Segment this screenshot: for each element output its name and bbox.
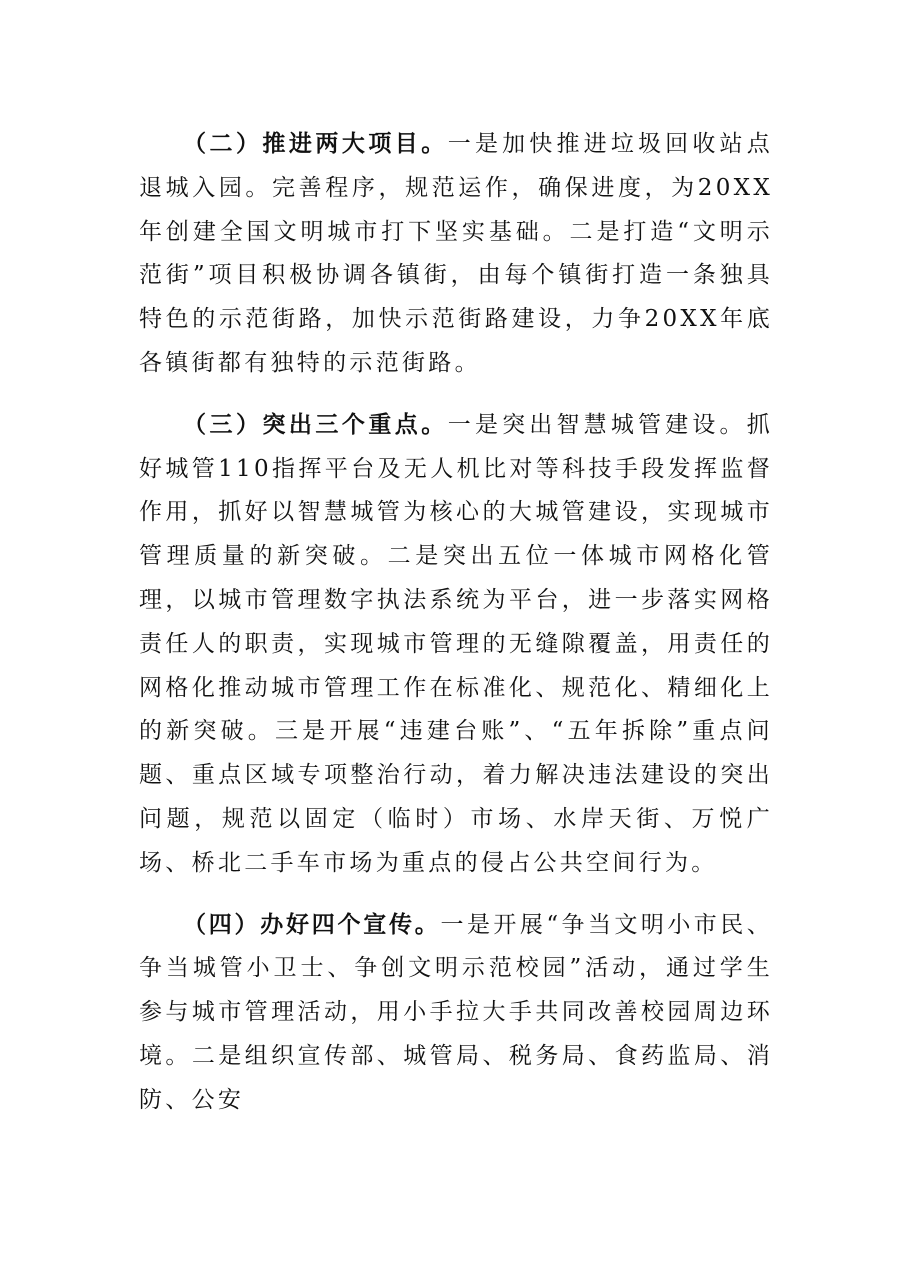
paragraph-text: 一是开展“争当文明小市民、争当城管小卫士、争创文明示范校园”活动，通过学生参与城市管理活动，用小手拉大手共同改善校园周边环境。二是组织宣传部、城管局、税务局、食药监局、消防、公安 — [139, 911, 773, 1113]
paragraph-heading: （四）办好四个宣传。 — [183, 911, 441, 938]
paragraph-heading: （二）推进两大项目。 — [183, 131, 448, 157]
paragraph-text: 一是加快推进垃圾回收站点退城入园。完善程序，规范运作，确保进度，为20XX年创建全国文明城市打下坚实基础。二是打造“文明示范街”项目积极协调各镇街，由每个镇街打造一条独具特色的示范街路，加快示范街路建设，力争20XX年底各镇街都有独特的示范街路。 — [139, 131, 773, 376]
paragraph-projects — [139, 123, 773, 386]
paragraph-heading: （三）突出三个重点。 — [183, 411, 448, 438]
paragraph-key-points — [139, 404, 773, 886]
paragraph-publicity — [139, 904, 773, 1123]
paragraph-text: 一是突出智慧城管建设。抓好城管110指挥平台及无人机比对等科技手段发挥监督作用，抓好以智慧城管为核心的大城管建设，实现城市管理质量的新突破。二是突出五位一体城市网格化管理，以城市管理数字执法系统为平台，进一步落实网格责任人的职责，实现城市管理的无缝隙覆盖，用责任的网格化推动城市管理工作在标准化、规范化、精细化上的新突破。三是开展“违建台账”、“五年拆除”重点问题、重点区域专项整治行动，着力解决违法建设的突出问题，规范以固定（临时）市场、水岸天街、万悦广场、桥北二手车市场为重点的侵占公共空间行为。 — [139, 411, 773, 876]
document-body — [139, 123, 773, 1141]
